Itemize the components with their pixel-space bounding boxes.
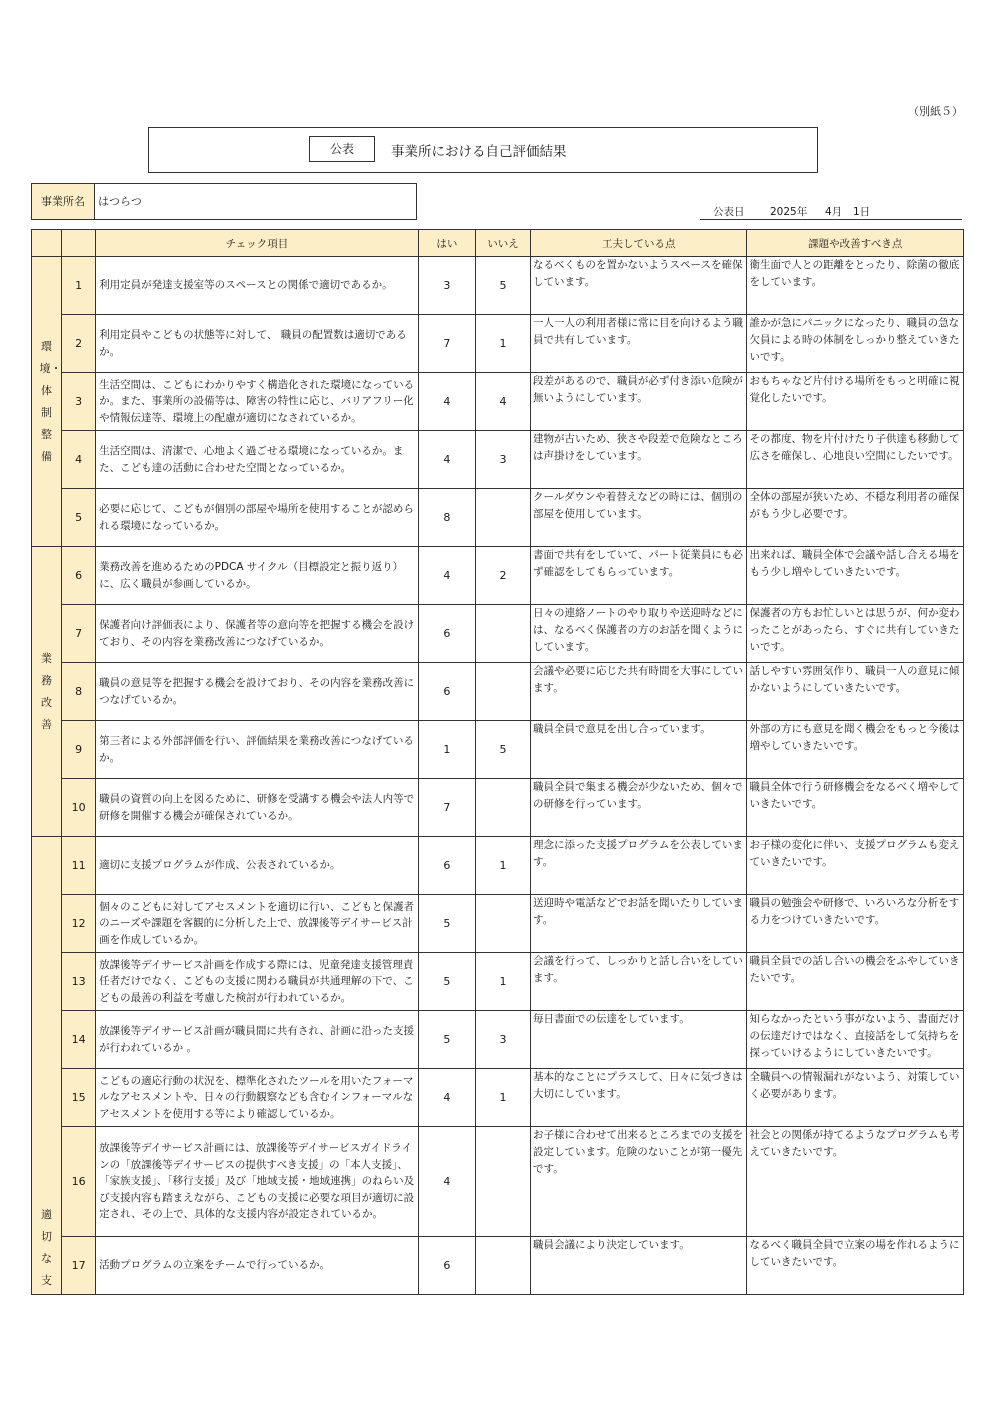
yes-count: 4 <box>418 431 475 489</box>
category-label: 業務改善 <box>41 651 53 731</box>
no-count: 3 <box>475 1011 530 1069</box>
yes-count: 5 <box>418 1011 475 1069</box>
check-item-text: 生活空間は、こどもにわかりやすく構造化された環境になっているか。また、事業所の設備等は、障害の特性に応じ、バリアフリー化や情報伝達等、環境上の配慮が適切になされているか。 <box>96 373 419 431</box>
row-number: 3 <box>62 373 96 431</box>
no-count: 5 <box>475 257 530 315</box>
issues-text: 全体の部屋が狭いため、不穏な利用者の確保がもう少し必要です。 <box>747 489 964 547</box>
row-number: 12 <box>62 895 96 953</box>
efforts-text: 書面で共有をしていて、パート従業員にも必ず確認をしてもらっています。 <box>531 547 747 605</box>
no-count <box>475 895 530 953</box>
efforts-text: 職員会議により決定しています。 <box>531 1237 747 1295</box>
efforts-text: 一人一人の利用者様に常に目を向けるよう職員で共有しています。 <box>531 315 747 373</box>
check-item-text: 個々のこどもに対してアセスメントを適切に行い、こどもと保護者のニーズや課題を客観的に分析した上で、放課後等デイサービス計画を作成しているか。 <box>96 895 419 953</box>
issues-text: 誰かが急にパニックになったり、職員の急な欠員による時の体制をしっかり整えていきたいです。 <box>747 315 964 373</box>
table-row <box>32 837 964 895</box>
issues-text: なるべく職員全員で立案の場を作れるようにしていきたいです。 <box>747 1237 964 1295</box>
category-label: 環境・体制整備 <box>39 339 62 463</box>
appendix-label: （別紙５） <box>908 105 963 118</box>
issues-text: おもちゃなど片付ける場所をもっと明確に視覚化したいです。 <box>747 373 964 431</box>
row-number: 15 <box>62 1069 96 1127</box>
efforts-text: 理念に添った支援プログラムを公表しています。 <box>531 837 747 895</box>
row-number: 13 <box>62 953 96 1011</box>
yes-count: 4 <box>418 1069 475 1127</box>
row-number: 16 <box>62 1127 96 1237</box>
table-row <box>32 547 964 605</box>
issues-text: 話しやすい雰囲気作り、職員一人の意見に傾かないようにしていきたいです。 <box>747 663 964 721</box>
issues-text: 職員全員での話し合いの機会をふやしていきたいです。 <box>747 953 964 1011</box>
no-count: 1 <box>475 953 530 1011</box>
row-number: 9 <box>62 721 96 779</box>
yes-count: 8 <box>418 489 475 547</box>
table-row <box>32 1069 964 1127</box>
header-issues: 課題や改善すべき点 <box>747 230 964 257</box>
yes-count: 6 <box>418 605 475 663</box>
table-row <box>32 257 964 315</box>
issues-text: 衛生面で人との距離をとったり、除菌の徹底をしています。 <box>747 257 964 315</box>
no-count: 1 <box>475 837 530 895</box>
efforts-text: 会議を行って、しっかりと話し合いをしています。 <box>531 953 747 1011</box>
yes-count: 4 <box>418 373 475 431</box>
efforts-text: なるべくものを置かないようスペースを確保しています。 <box>531 257 747 315</box>
table-row <box>32 1127 964 1237</box>
row-number: 7 <box>62 605 96 663</box>
issues-text: 知らなかったという事がないよう、書面だけの伝達だけではなく、直接話をして気持ちを探っていけるようにしていきたいです。 <box>747 1011 964 1069</box>
efforts-text: 毎日書面での伝達をしています。 <box>531 1011 747 1069</box>
efforts-text: 基本的なことにプラスして、日々に気づきは大切にしています。 <box>531 1069 747 1127</box>
public-label: 公表 <box>309 136 375 162</box>
header-number <box>62 230 96 257</box>
no-count <box>475 1237 530 1295</box>
issues-text: 職員の勉強会や研修で、いろいろな分析をする力をつけていきたいです。 <box>747 895 964 953</box>
category-cell <box>32 257 62 547</box>
check-item-text: こどもの適応行動の状況を、標準化されたツールを用いたフォーマルなアセスメントや、日々の行動観察なども含むインフォーマルなアセスメントを使用する等により確認しているか。 <box>96 1069 419 1127</box>
issues-text: 社会との関係が持てるようなプログラムも考えていきたいです。 <box>747 1127 964 1237</box>
check-item-text: 適切に支援プログラムが作成、公表されているか。 <box>96 837 419 895</box>
issues-text: 出来れば、職員全体で会議や話し合える場をもう少し増やしていきたいです。 <box>747 547 964 605</box>
efforts-text: 日々の連絡ノートのやり取りや送迎時などには、なるべく保護者の方のお話を聞くようにしています。 <box>531 605 747 663</box>
table-row <box>32 1237 964 1295</box>
check-item-text: 職員の資質の向上を図るために、研修を受講する機会や法人内等で研修を開催する機会が確保されているか。 <box>96 779 419 837</box>
category-cell <box>32 547 62 837</box>
table-header-row <box>32 230 964 257</box>
issues-text: お子様の変化に伴い、支援プログラムも変えていきたいです。 <box>747 837 964 895</box>
check-item-text: 放課後等デイサービス計画が職員間に共有され、計画に沿った支援が行われているか 。 <box>96 1011 419 1069</box>
publication-year: 2025年 <box>770 206 808 218</box>
publication-date-label: 公表日 <box>713 206 745 218</box>
yes-count: 5 <box>418 895 475 953</box>
check-item-text: 業務改善を進めるためのPDCA サイクル（目標設定と振り返り）に、広く職員が参画しているか。 <box>96 547 419 605</box>
efforts-text: 会議や必要に応じた共有時間を大事にしています。 <box>531 663 747 721</box>
check-item-text: 保護者向け評価表により、保護者等の意向等を把握する機会を設けており、その内容を業務改善につなげているか。 <box>96 605 419 663</box>
row-number: 11 <box>62 837 96 895</box>
issues-text: 職員全体で行う研修機会をなるべく増やしていきたいです。 <box>747 779 964 837</box>
no-count: 3 <box>475 431 530 489</box>
no-count: 4 <box>475 373 530 431</box>
publication-month: 4月 <box>825 206 843 218</box>
table-row <box>32 373 964 431</box>
header-category <box>32 230 62 257</box>
efforts-text: 建物が古いため、狭さや段差で危険なところは声掛けをしています。 <box>531 431 747 489</box>
issues-text: その都度、物を片付けたり子供達も移動して広さを確保し、心地良い空間にしたいです。 <box>747 431 964 489</box>
title-box <box>148 127 818 173</box>
yes-count: 6 <box>418 663 475 721</box>
row-number: 17 <box>62 1237 96 1295</box>
document-title: 事業所における自己評価結果 <box>391 144 567 160</box>
efforts-text: 送迎時や電話などでお話を聞いたりしています。 <box>531 895 747 953</box>
row-number: 2 <box>62 315 96 373</box>
yes-count: 7 <box>418 315 475 373</box>
table-row <box>32 605 964 663</box>
efforts-text: クールダウンや着替えなどの時には、個別の部屋を使用しています。 <box>531 489 747 547</box>
self-evaluation-table <box>31 229 964 1295</box>
no-count: 5 <box>475 721 530 779</box>
yes-count: 1 <box>418 721 475 779</box>
row-number: 1 <box>62 257 96 315</box>
table-row <box>32 721 964 779</box>
no-count <box>475 489 530 547</box>
yes-count: 4 <box>418 547 475 605</box>
row-number: 6 <box>62 547 96 605</box>
row-number: 4 <box>62 431 96 489</box>
table-row <box>32 663 964 721</box>
table-row <box>32 489 964 547</box>
check-item-text: 必要に応じて、こどもが個別の部屋や場所を使用することが認められる環境になっているか。 <box>96 489 419 547</box>
check-item-text: 第三者による外部評価を行い、評価結果を業務改善につなげているか。 <box>96 721 419 779</box>
yes-count: 6 <box>418 837 475 895</box>
row-number: 8 <box>62 663 96 721</box>
row-number: 10 <box>62 779 96 837</box>
efforts-text: 段差があるので、職員が必ず付き添い危険が無いようにしています。 <box>531 373 747 431</box>
category-label: 適切な支 <box>41 1208 53 1287</box>
header-check-item: チェック項目 <box>96 230 419 257</box>
check-item-text: 活動プログラムの立案をチームで行っているか。 <box>96 1237 419 1295</box>
table-row <box>32 895 964 953</box>
header-yes: はい <box>418 230 475 257</box>
header-efforts: 工夫している点 <box>531 230 747 257</box>
check-item-text: 職員の意見等を把握する機会を設けており、その内容を業務改善につなげているか。 <box>96 663 419 721</box>
table-row <box>32 779 964 837</box>
issues-text: 保護者の方もお忙しいとは思うが、何か変わったことがあったら、すぐに共有していきたいです。 <box>747 605 964 663</box>
issues-text: 全職員への情報漏れがないよう、対策していく必要があります。 <box>747 1069 964 1127</box>
yes-count: 6 <box>418 1237 475 1295</box>
no-count <box>475 1127 530 1237</box>
check-item-text: 放課後等デイサービス計画を作成する際には、児童発達支援管理責任者だけでなく、こどもの支援に関わる職員が共通理解の下で、こどもの最善の利益を考慮した検討が行われているか。 <box>96 953 419 1011</box>
row-number: 14 <box>62 1011 96 1069</box>
yes-count: 7 <box>418 779 475 837</box>
no-count: 1 <box>475 1069 530 1127</box>
yes-count: 5 <box>418 953 475 1011</box>
efforts-text: 職員全員で集まる機会が少ないため、個々での研修を行っています。 <box>531 779 747 837</box>
office-name-value: はつらつ <box>94 183 417 220</box>
check-item-text: 利用定員やこどもの状態等に対して、 職員の配置数は適切であるか。 <box>96 315 419 373</box>
no-count <box>475 779 530 837</box>
no-count: 1 <box>475 315 530 373</box>
table-row <box>32 431 964 489</box>
table-row <box>32 953 964 1011</box>
no-count: 2 <box>475 547 530 605</box>
yes-count: 4 <box>418 1127 475 1237</box>
no-count <box>475 663 530 721</box>
efforts-text: お子様に合わせて出来るところまでの支援を設定しています。危険のないことが第一優先です。 <box>531 1127 747 1237</box>
date-underline <box>700 219 962 220</box>
header-no: いいえ <box>475 230 530 257</box>
no-count <box>475 605 530 663</box>
row-number: 5 <box>62 489 96 547</box>
check-item-text: 生活空間は、清潔で、心地よく過ごせる環境になっているか。また、こども達の活動に合わせた空間となっているか。 <box>96 431 419 489</box>
efforts-text: 職員全員で意見を出し合っています。 <box>531 721 747 779</box>
office-name-label: 事業所名 <box>31 183 95 220</box>
publication-day: 1日 <box>853 206 871 218</box>
table-row <box>32 1011 964 1069</box>
check-item-text: 利用定員が発達支援室等のスペースとの関係で適切であるか。 <box>96 257 419 315</box>
table-row <box>32 315 964 373</box>
yes-count: 3 <box>418 257 475 315</box>
issues-text: 外部の方にも意見を聞く機会をもっと今後は増やしていきたいです。 <box>747 721 964 779</box>
category-cell <box>32 837 62 1295</box>
check-item-text: 放課後等デイサービス計画には、放課後等デイサービスガイドラインの「放課後等デイサービスの提供すべき支援」の「本人支援」、「家族支援」、「移行支援」及び「地域支援・地域連携」のねらい及び支援内容も踏まえながら、こどもの支援に必要な項目が適切に設定され、その上で、具体的な支援内容が設定されているか。 <box>96 1127 419 1237</box>
